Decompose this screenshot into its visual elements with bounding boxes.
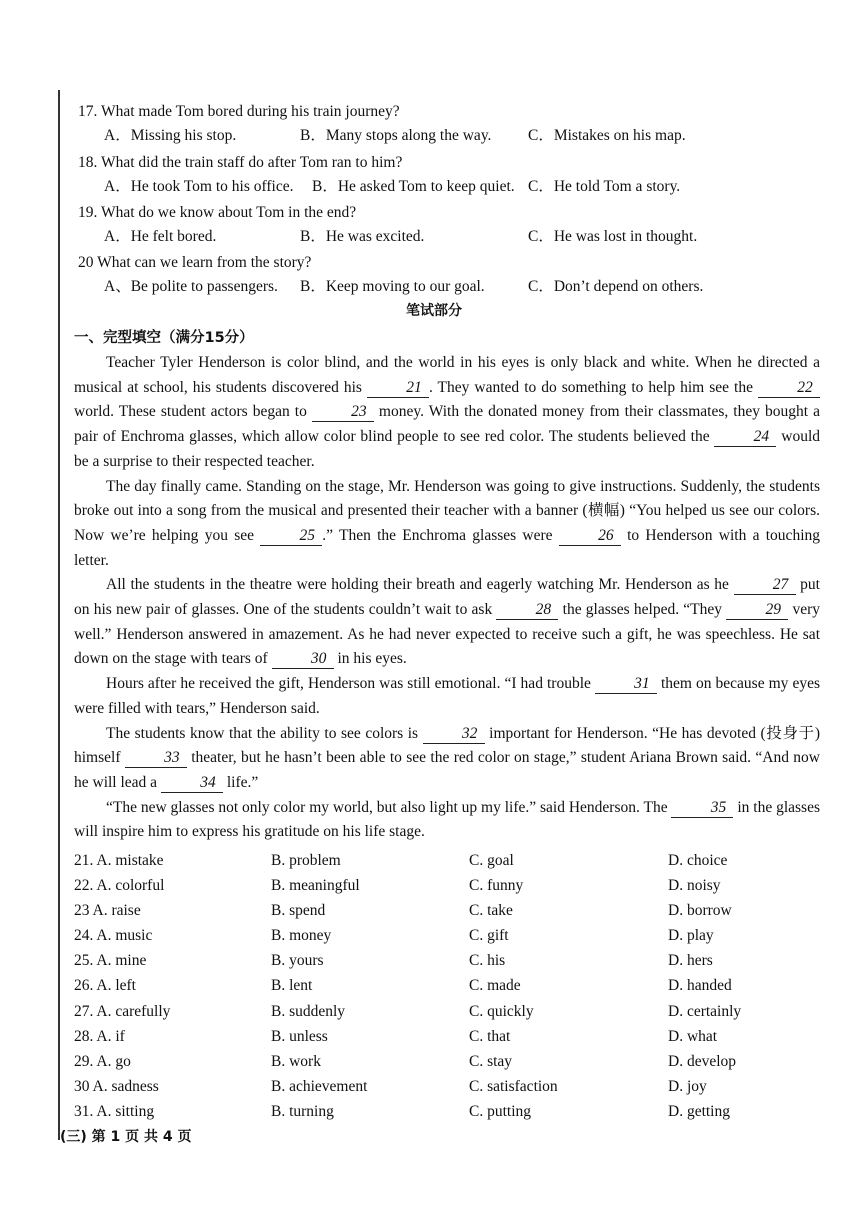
option-a: A．He felt bored.: [104, 228, 217, 245]
question-18: [78, 151, 838, 199]
option-d[interactable]: D. joy: [668, 1077, 707, 1095]
option-a: A．Missing his stop.: [104, 127, 237, 144]
blank-26[interactable]: 26: [559, 527, 621, 546]
option-c[interactable]: C. quickly: [469, 1002, 534, 1020]
option-c[interactable]: C. satisfaction: [469, 1077, 558, 1095]
option-c: C．He was lost in thought.: [528, 228, 698, 245]
question-stem: What can we learn from the story?: [97, 254, 312, 271]
blank-29[interactable]: 29: [726, 601, 788, 620]
paragraph-3: All the students in the theatre were holding their breath and eagerly watching Mr. Henderson as he 27 put on his new pair of glasses. One of the students couldn’t wait to ask 28 the glasses helped. “They 29 very well.” Henderson answered in amazement. As he had never expected to receive such a gift, he was speechless. He sat down on the stage with tears of 30 in his eyes.: [74, 576, 821, 668]
option-c[interactable]: C. funny: [469, 877, 524, 895]
option-d[interactable]: D. handed: [668, 977, 732, 995]
option-row-29: [74, 1049, 834, 1074]
option-a: A、Be polite to passengers.: [104, 278, 278, 295]
blank-27[interactable]: 27: [734, 576, 796, 595]
option-row-22: [74, 873, 834, 898]
option-b[interactable]: B. lent: [271, 977, 313, 995]
option-b: B．He asked Tom to keep quiet.: [312, 178, 515, 195]
question-19: [78, 201, 838, 249]
option-a[interactable]: 27. A. carefully: [74, 1002, 171, 1020]
option-row-28: [74, 1024, 834, 1049]
question-stem: What do we know about Tom in the end?: [100, 204, 357, 221]
paragraph-1: Teacher Tyler Henderson is color blind, and the world in his eyes is only black and white. When he directed a musical at school, his students discovered his 21 . They wanted to do something to help him see the 22 world. These student actors began to 23 money. With the donated money from their classmates, they bought a pair of Enchroma glasses, which allow color blind people to see red color. The students believed the 24 would be a surprise to their respected teacher.: [74, 354, 820, 470]
option-a[interactable]: 26. A. left: [74, 977, 136, 995]
option-row-31: [74, 1099, 834, 1124]
option-row-26: [74, 973, 834, 998]
option-c[interactable]: C. stay: [469, 1052, 513, 1070]
option-row-30: [74, 1074, 834, 1099]
blank-30[interactable]: 30: [272, 650, 334, 669]
question-options: [104, 175, 838, 199]
blank-23[interactable]: 23: [312, 403, 374, 422]
option-b[interactable]: B. unless: [271, 1027, 328, 1045]
option-c[interactable]: C. made: [469, 977, 521, 995]
option-d[interactable]: D. choice: [668, 852, 728, 869]
option-d[interactable]: D. noisy: [668, 877, 721, 895]
question-number: 17.: [78, 103, 98, 120]
cloze-passage: [74, 351, 820, 845]
option-a[interactable]: 29. A. go: [74, 1052, 131, 1070]
blank-34[interactable]: 34: [161, 774, 223, 793]
question-options: [104, 124, 838, 148]
option-d[interactable]: D. borrow: [668, 902, 732, 920]
option-c: C．Mistakes on his map.: [528, 127, 686, 144]
option-b[interactable]: B. turning: [271, 1102, 334, 1120]
question-stem: What made Tom bored during his train journey?: [100, 103, 400, 120]
question-17: [78, 100, 838, 148]
option-row-27: [74, 999, 834, 1024]
paragraph-6: “The new glasses not only color my world, but also light up my life.” said Henderson. The 35 in the glasses will inspire him to express his gratitude on his life stage.: [74, 798, 820, 841]
option-c: C．He told Tom a story.: [528, 178, 681, 195]
option-c[interactable]: C. take: [469, 902, 513, 920]
question-options: [104, 275, 838, 299]
option-a[interactable]: 30 A. sadness: [74, 1077, 159, 1095]
blank-28[interactable]: 28: [496, 601, 558, 620]
blank-25[interactable]: 25: [260, 527, 322, 546]
question-number: 19.: [78, 204, 98, 221]
option-c[interactable]: C. his: [469, 952, 506, 970]
option-row-21: [74, 848, 834, 873]
cloze-options: [74, 848, 834, 1124]
option-d[interactable]: D. getting: [668, 1102, 730, 1120]
option-d[interactable]: D. develop: [668, 1052, 737, 1070]
paragraph-4: Hours after he received the gift, Henderson was still emotional. “I had trouble 31 them on because my eyes were filled with tears,” Henderson said.: [74, 675, 821, 717]
option-b[interactable]: B. spend: [271, 902, 326, 920]
blank-35[interactable]: 35: [671, 799, 733, 818]
blank-24[interactable]: 24: [714, 428, 776, 447]
option-d[interactable]: D. certainly: [668, 1002, 742, 1020]
option-c: C．Don’t depend on others.: [528, 278, 704, 295]
option-a[interactable]: 25. A. mine: [74, 952, 147, 970]
paragraph-5: The students know that the ability to see colors is 32 important for Henderson. “He has devoted (投身于) himself 33 theater, but he hasn’t been able to see the red color on stage,” student Ariana Brown said. “And now he will lead a 34 life.”: [74, 724, 821, 791]
question-number: 20: [78, 254, 94, 271]
blank-22[interactable]: 22: [758, 379, 820, 398]
blank-33[interactable]: 33: [125, 749, 187, 768]
option-a[interactable]: 31. A. sitting: [74, 1102, 155, 1120]
option-b: B．Many stops along the way.: [300, 127, 492, 144]
option-a[interactable]: 23 A. raise: [74, 902, 141, 920]
binding-margin-line: [58, 90, 60, 1140]
option-b[interactable]: B. yours: [271, 952, 324, 970]
option-b[interactable]: B. problem: [271, 852, 341, 869]
option-a: A．He took Tom to his office.: [104, 178, 294, 195]
part-heading: 一、完型填空（满分15分）: [74, 330, 254, 346]
section-title: 笔试部分: [406, 303, 462, 319]
question-20: [78, 251, 838, 299]
option-a[interactable]: 28. A. if: [74, 1027, 125, 1045]
option-row-23: [74, 898, 834, 923]
option-b[interactable]: B. achievement: [271, 1077, 368, 1095]
option-c[interactable]: C. putting: [469, 1102, 532, 1120]
option-b[interactable]: B. work: [271, 1052, 321, 1070]
option-c[interactable]: C. goal: [469, 852, 514, 869]
option-c[interactable]: C. gift: [469, 927, 509, 945]
option-b: B．Keep moving to our goal.: [300, 278, 485, 295]
option-a[interactable]: 24. A. music: [74, 927, 153, 945]
question-number: 18.: [78, 154, 98, 171]
blank-21[interactable]: 21: [367, 379, 429, 398]
blank-32[interactable]: 32: [423, 725, 485, 744]
option-row-24: [74, 923, 834, 948]
option-b[interactable]: B. meaningful: [271, 877, 360, 895]
option-b[interactable]: B. suddenly: [271, 1002, 346, 1020]
option-d[interactable]: D. play: [668, 927, 714, 945]
paragraph-2: The day finally came. Standing on the stage, Mr. Henderson was going to give instructions. Suddenly, the students broke out into a song from the musical and presented their teacher with a banner (横幅) “You helped us see our colors. Now we’re helping you see 25 .” Then the Enchroma glasses were 26 to Henderson with a touching letter.: [74, 477, 820, 569]
option-b[interactable]: B. money: [271, 927, 332, 945]
option-c[interactable]: C. that: [469, 1027, 511, 1045]
option-d[interactable]: D. what: [668, 1027, 718, 1045]
option-d[interactable]: D. hers: [668, 952, 713, 970]
page-footer: (三) 第 1 页 共 4 页: [60, 1129, 192, 1145]
question-stem: What did the train staff do after Tom ran to him?: [100, 154, 403, 171]
question-options: [104, 225, 838, 249]
option-a[interactable]: 21. A. mistake: [74, 852, 164, 869]
blank-31[interactable]: 31: [595, 675, 657, 694]
option-a[interactable]: 22. A. colorful: [74, 877, 165, 895]
option-b: B．He was excited.: [300, 228, 425, 245]
option-row-25: [74, 948, 834, 973]
